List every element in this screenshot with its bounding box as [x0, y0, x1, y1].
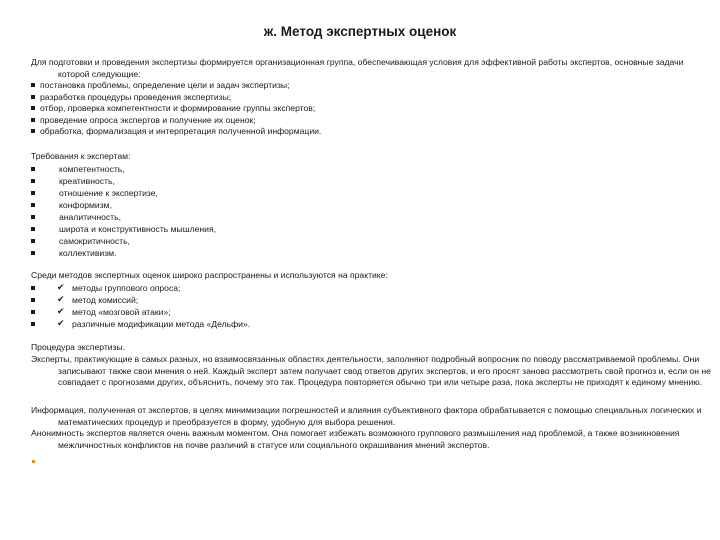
bullet-icon [31, 203, 35, 207]
bullet-icon [31, 310, 35, 314]
bullet-icon [31, 118, 35, 122]
orange-bullet-icon [32, 460, 35, 463]
bullet-icon [31, 251, 35, 255]
bullet-icon [31, 95, 35, 99]
bullet-icon [31, 83, 35, 87]
procedure-paragraph-1: Эксперты, практикующие в самых разных, но взаимосвязанных областях деятельности, заполняют подробный вопросник по поводу рассматриваемой проблемы. Они записывают также свои мнения о ней. Каждый эксперт затем получает свод ответов других экспертов, и его просят заново рассмотреть свой прогноз и, если он не совпадает с прогнозами других, объяснить, почему это так. Процедура повторяется обычно три или четыре раза, пока эксперты не приходят к единому мнению. [31, 354, 711, 387]
check-icon: ✔ [57, 294, 65, 304]
intro-paragraph: Для подготовки и проведения экспертизы формируется организационная группа, обеспечивающая условия для эффективной работы экспертов, основные задачи которой следующие: [31, 57, 684, 79]
bullet-icon [31, 167, 35, 171]
list-item: разработка процедуры проведения экспертизы; [31, 92, 689, 104]
check-icon: ✔ [57, 282, 65, 292]
list-item: обработка, формализация и интерпретация полученной информации. [31, 126, 689, 138]
requirements-heading: Требования к экспертам: [31, 151, 131, 161]
bullet-icon [31, 191, 35, 195]
check-icon: ✔ [57, 318, 65, 328]
check-icon: ✔ [57, 306, 65, 316]
procedure-paragraph-3: Анонимность экспертов является очень важным моментом. Она помогает избежать возможного группового размышления над проблемой, а также возникновения межличностных конфликтов на почве различий в статусе или социального окрашивания мнений экспертов. [31, 428, 680, 450]
procedure-paragraph-2: Информация, полученная от экспертов, в целях минимизации погрешностей и влияния субъективного фактора обрабатывается с помощью специальных логических и математических процедур и преобразуется в форму, удобную для выбора решения. [31, 405, 702, 427]
bullet-icon [31, 227, 35, 231]
procedure-heading: Процедура экспертизы. [31, 342, 126, 352]
list-item: проведение опроса экспертов и получение их оценок; [31, 115, 689, 127]
bullet-icon [31, 322, 35, 326]
methods-heading: Среди методов экспертных оценок широко распространены и используются на практике: [31, 270, 388, 280]
bullet-icon [31, 215, 35, 219]
bullet-icon [31, 298, 35, 302]
bullet-icon [31, 106, 35, 110]
bullet-icon [31, 286, 35, 290]
list-item: постановка проблемы, определение цели и задач экспертизы; [31, 80, 689, 92]
bullet-icon [31, 129, 35, 133]
list-item: отбор, проверка компетентности и формирование группы экспертов; [31, 103, 689, 115]
bullet-icon [31, 179, 35, 183]
bullet-icon [31, 239, 35, 243]
page-title: ж. Метод экспертных оценок [263, 24, 457, 39]
